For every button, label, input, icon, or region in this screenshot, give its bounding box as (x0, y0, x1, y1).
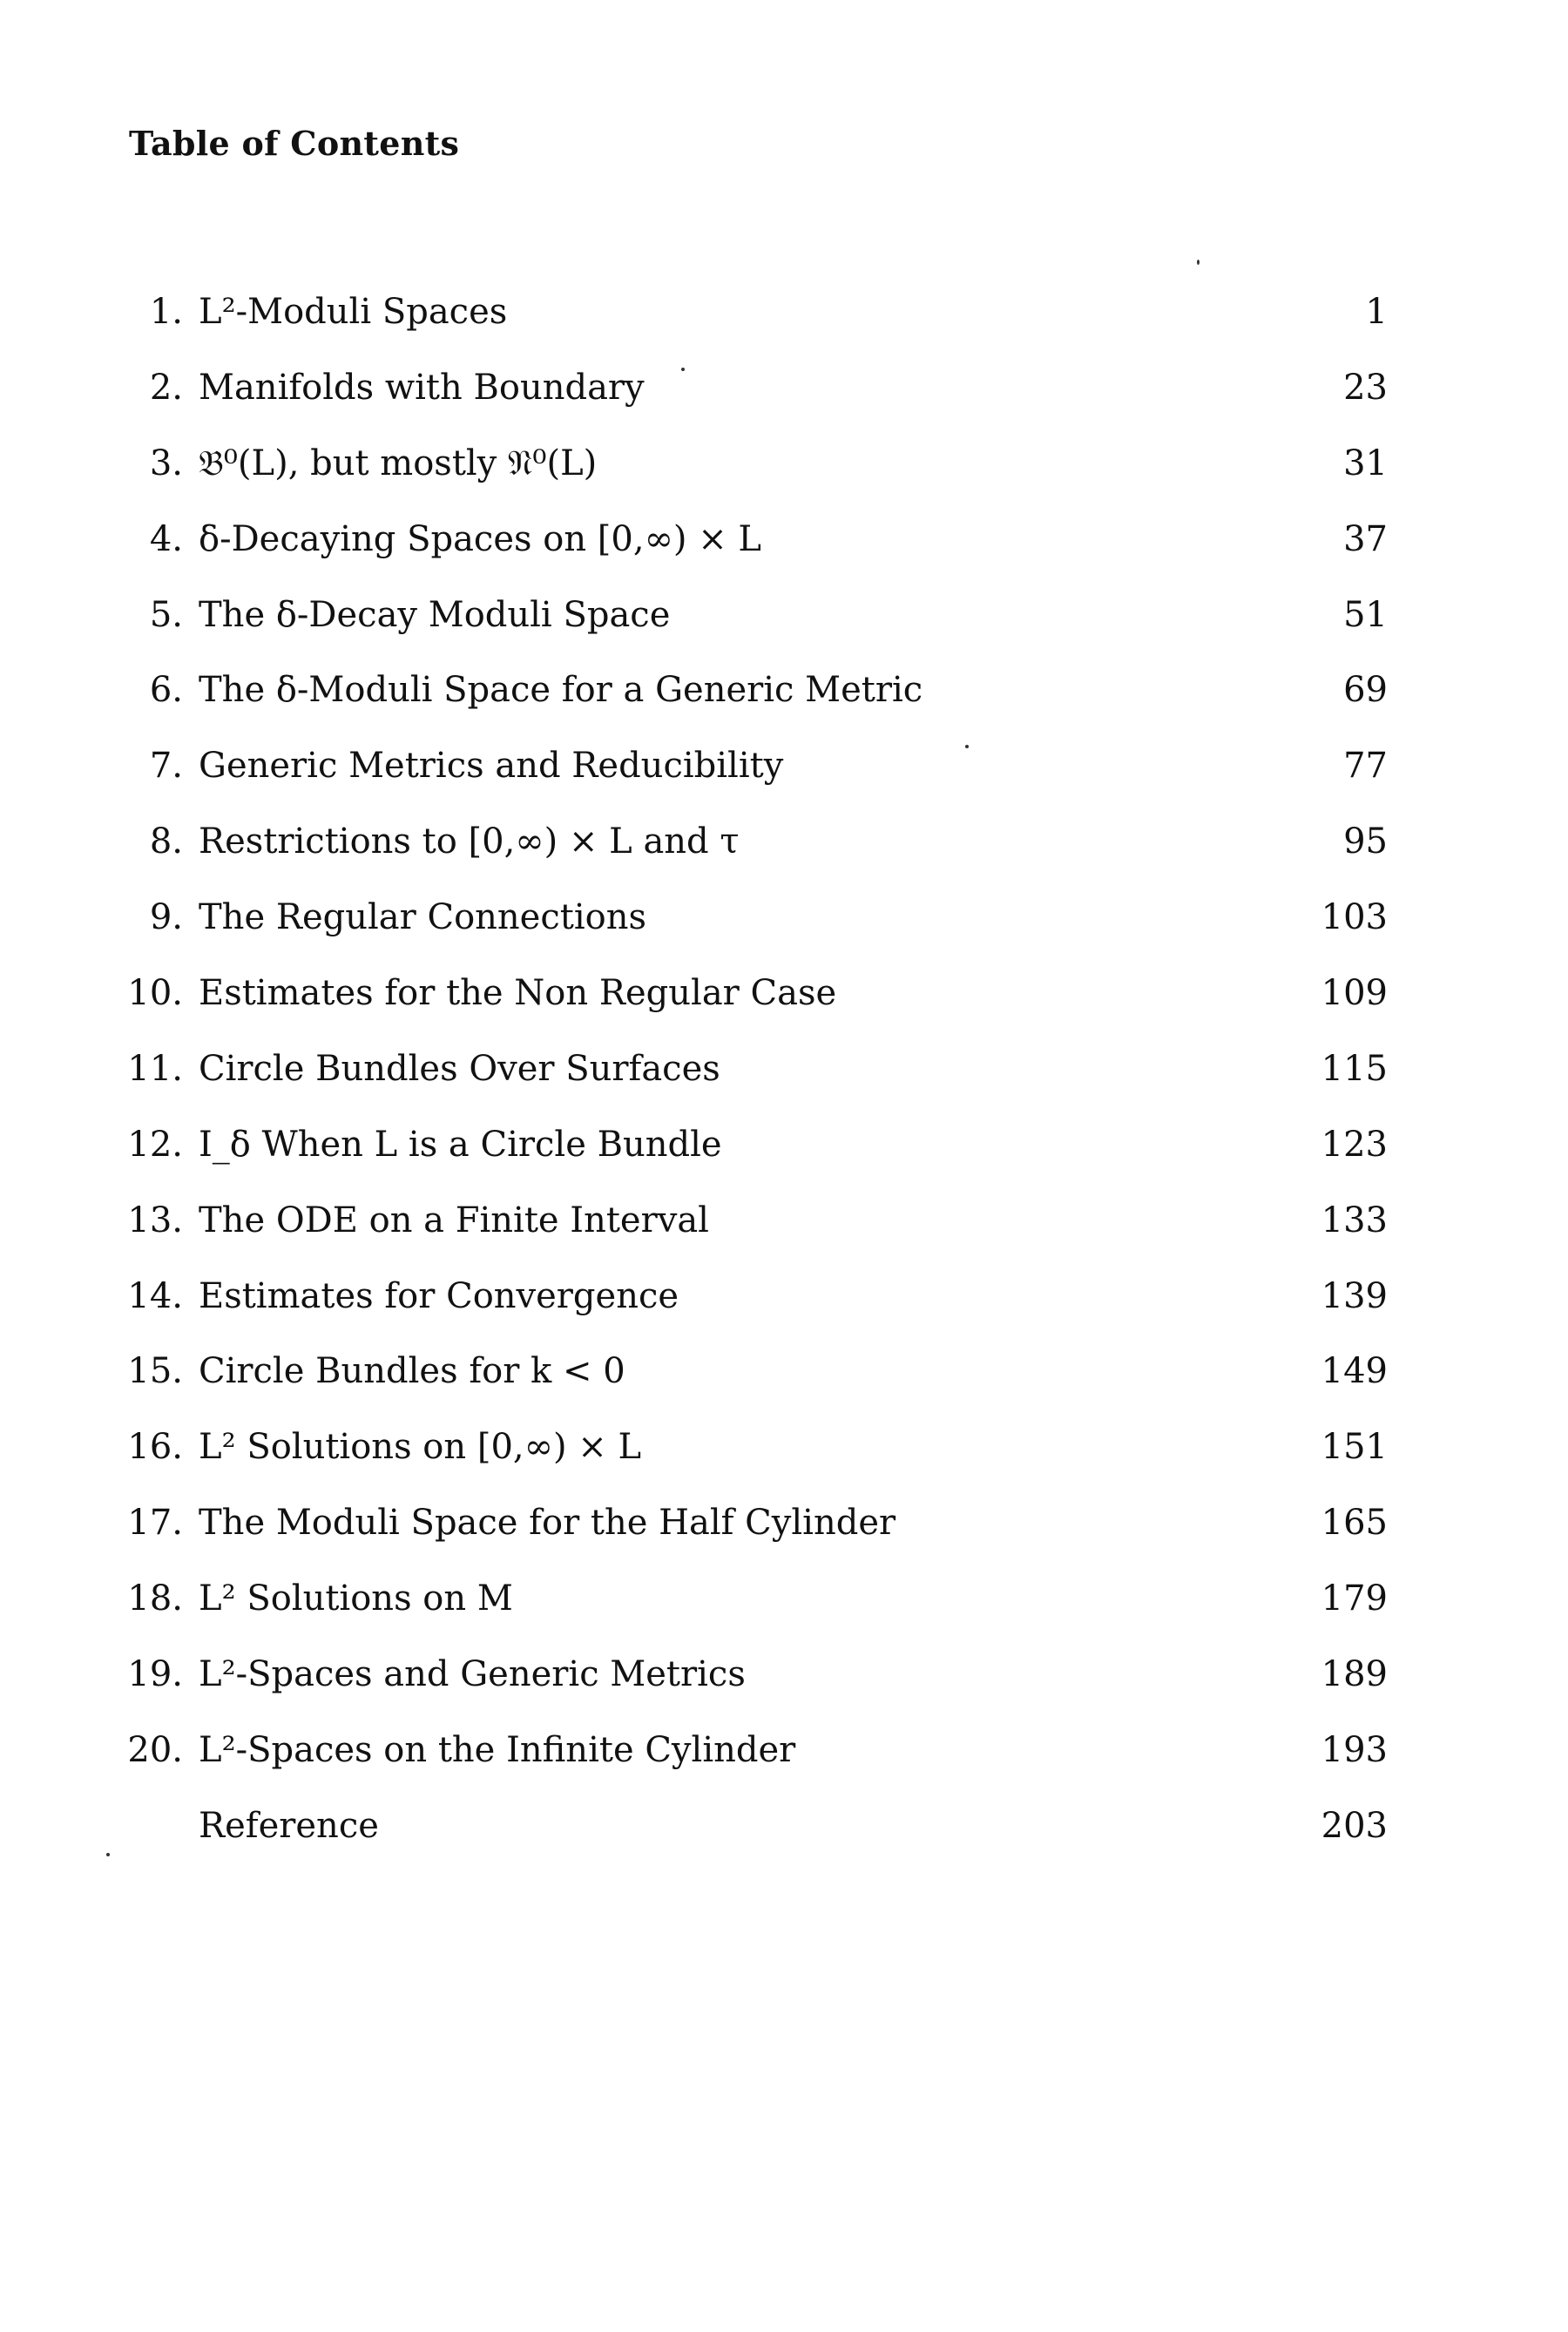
chapter-number: 10. (127, 973, 183, 1014)
page-number: 115 (1321, 1048, 1388, 1089)
toc-entry[interactable] (0, 1726, 1568, 1801)
toc-entry[interactable] (0, 287, 1568, 363)
toc-entry[interactable] (0, 1574, 1568, 1650)
scan-speck (1197, 260, 1200, 265)
chapter-title: L²-Spaces and Generic Metrics (199, 1654, 746, 1695)
toc-entry[interactable] (0, 893, 1568, 969)
chapter-title: 𝔅⁰(L), but mostly 𝔑⁰(L) (199, 443, 598, 483)
toc-entry[interactable] (0, 1650, 1568, 1726)
chapter-number: 17. (127, 1503, 183, 1544)
chapter-title: L²-Moduli Spaces (199, 292, 508, 332)
chapter-number: 9. (149, 897, 183, 938)
chapter-title: L² Solutions on [0,∞) × L (199, 1427, 642, 1468)
chapter-number: 6. (149, 670, 183, 711)
page-number: 189 (1321, 1654, 1388, 1695)
chapter-title: Estimates for the Non Regular Case (199, 973, 837, 1014)
page-number: 179 (1321, 1578, 1388, 1619)
toc-entry[interactable] (0, 1347, 1568, 1423)
chapter-number: 16. (127, 1427, 183, 1468)
page-number: 149 (1321, 1351, 1388, 1392)
page-number: 95 (1343, 821, 1388, 862)
chapter-title: Estimates for Convergence (199, 1275, 679, 1316)
toc-entry[interactable] (0, 1196, 1568, 1272)
chapter-number: 3. (149, 443, 183, 483)
toc-entry[interactable] (0, 1044, 1568, 1120)
page-number: 139 (1321, 1275, 1388, 1316)
chapter-title: L² Solutions on M (199, 1578, 513, 1619)
chapter-title: L²-Spaces on the Infinite Cylinder (199, 1729, 796, 1770)
chapter-title: Circle Bundles for k < 0 (199, 1351, 625, 1392)
page-number: 133 (1321, 1200, 1388, 1240)
chapter-number: 11. (127, 1048, 183, 1089)
toc-entry[interactable] (0, 1120, 1568, 1196)
toc-entry[interactable] (0, 591, 1568, 666)
scan-speck (106, 1853, 110, 1856)
chapter-number: 18. (127, 1578, 183, 1619)
chapter-title: The δ-Moduli Space for a Generic Metric (199, 670, 923, 711)
toc-entry[interactable] (0, 1272, 1568, 1348)
chapter-number: 13. (127, 1200, 183, 1240)
chapter-number: 4. (149, 518, 183, 559)
page-number: 203 (1321, 1805, 1388, 1846)
chapter-title: Reference (199, 1805, 379, 1846)
page-number: 1 (1365, 292, 1388, 332)
toc-entry[interactable] (0, 817, 1568, 893)
toc-entry[interactable] (0, 515, 1568, 591)
page-number: 103 (1321, 897, 1388, 938)
chapter-number: 8. (149, 821, 183, 862)
page-number: 109 (1321, 973, 1388, 1014)
toc-entry[interactable] (0, 439, 1568, 515)
chapter-number: 12. (127, 1124, 183, 1165)
chapter-number: 20. (127, 1729, 183, 1770)
chapter-title: The δ-Decay Moduli Space (199, 594, 671, 635)
toc-entry[interactable] (0, 969, 1568, 1044)
chapter-title: The Regular Connections (199, 897, 646, 938)
chapter-title: The ODE on a Finite Interval (199, 1200, 709, 1240)
page-number: 69 (1343, 670, 1388, 711)
chapter-title: Generic Metrics and Reducibility (199, 746, 784, 787)
chapter-title: Restrictions to [0,∞) × L and τ (199, 821, 740, 862)
table-of-contents (0, 287, 1568, 1877)
chapter-number: 14. (127, 1275, 183, 1316)
toc-entry[interactable] (0, 363, 1568, 439)
toc-entry[interactable] (0, 1801, 1568, 1877)
page-number: 151 (1321, 1427, 1388, 1468)
page-number: 37 (1343, 518, 1388, 559)
scan-speck (681, 368, 685, 371)
page-number: 193 (1321, 1729, 1388, 1770)
chapter-number: 15. (127, 1351, 183, 1392)
chapter-number: 7. (149, 746, 183, 787)
scan-speck (965, 745, 969, 748)
chapter-number: 2. (149, 367, 183, 408)
chapter-title: Manifolds with Boundary (199, 367, 645, 408)
toc-entry[interactable] (0, 666, 1568, 741)
page-number: 165 (1321, 1503, 1388, 1544)
page-number: 51 (1343, 594, 1388, 635)
chapter-title: δ-Decaying Spaces on [0,∞) × L (199, 518, 761, 559)
chapter-title: The Moduli Space for the Half Cylinder (199, 1503, 896, 1544)
page-number: 23 (1343, 367, 1388, 408)
chapter-number: 1. (149, 292, 183, 332)
toc-entry[interactable] (0, 1498, 1568, 1574)
chapter-title: I_δ When L is a Circle Bundle (199, 1124, 722, 1165)
toc-entry[interactable] (0, 1423, 1568, 1498)
toc-entry[interactable] (0, 741, 1568, 817)
page-number: 77 (1343, 746, 1388, 787)
page-number: 123 (1321, 1124, 1388, 1165)
chapter-number: 19. (127, 1654, 183, 1695)
page-title: Table of Contents (129, 124, 460, 163)
page-number: 31 (1343, 443, 1388, 483)
chapter-title: Circle Bundles Over Surfaces (199, 1048, 720, 1089)
chapter-number: 5. (149, 594, 183, 635)
